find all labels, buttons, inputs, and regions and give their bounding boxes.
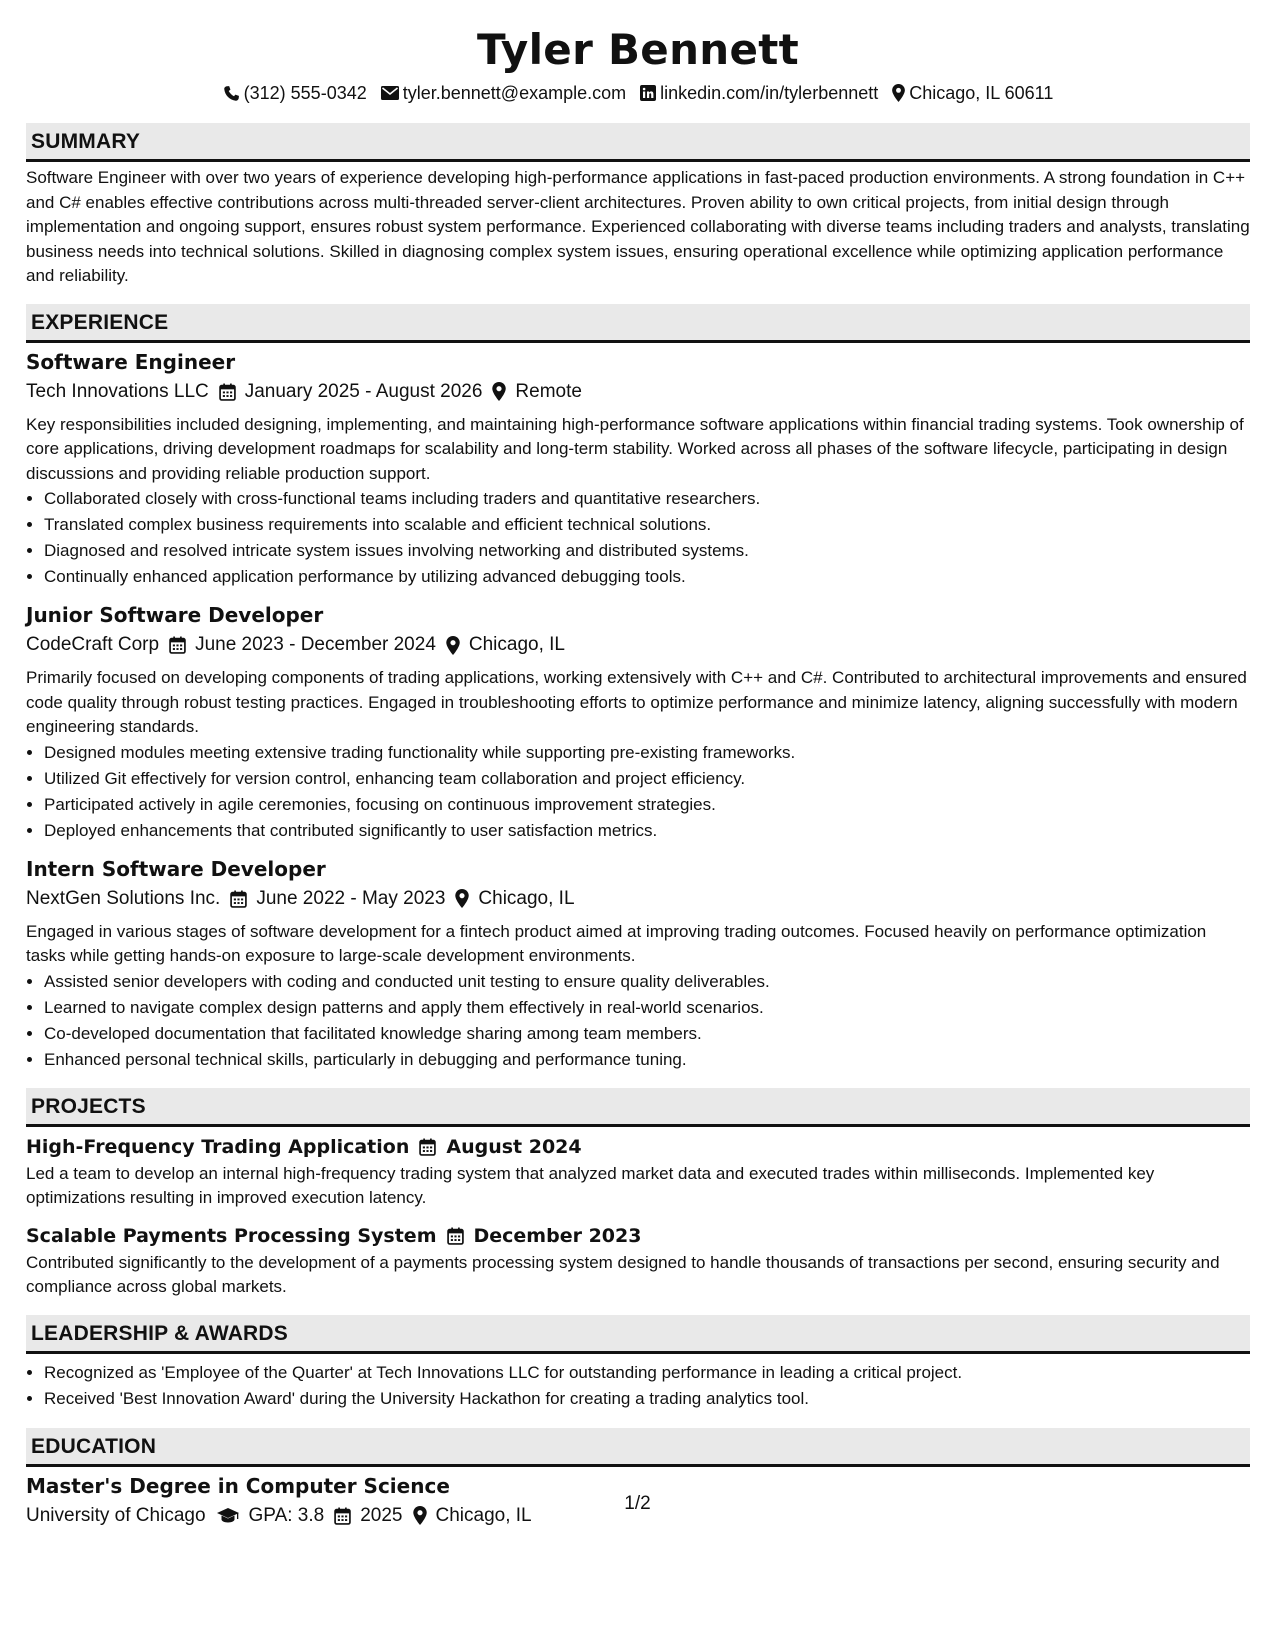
job-company: CodeCraft Corp [26, 634, 160, 655]
section-summary-heading: SUMMARY [26, 123, 1250, 162]
project-description: Led a team to develop an internal high-frequency trading system that analyzed market data and executed trades within milliseconds. Implemented key optimizations resulting in improved execution latency. [26, 1163, 1155, 1207]
list-item: • Designed modules meeting extensive trading functionality while supporting pre-existing frameworks. [44, 740, 1250, 766]
gpa: GPA: 3.8 [248, 1504, 325, 1526]
list-item: • Diagnosed and resolved intricate system issues involving networking and distributed systems. [44, 538, 1250, 564]
job-meta [26, 884, 1250, 914]
job-bullets [26, 969, 1250, 1073]
section-experience-heading: EXPERIENCE [26, 304, 1250, 343]
job-company: Tech Innovations LLC [26, 380, 209, 402]
resume-page [26, 0, 1250, 1531]
list-item: • Translated complex business requirements into scalable and efficient technical solutions. [44, 512, 1250, 538]
school-location: Chicago, IL [435, 1504, 532, 1526]
calendar-icon [447, 1227, 464, 1245]
job-location: Remote [515, 380, 582, 402]
page-number: 1/2 [624, 1493, 651, 1514]
project-header [26, 1221, 1250, 1251]
project-date: December 2023 [473, 1224, 642, 1247]
project-title: Scalable Payments Processing System [26, 1224, 437, 1247]
list-item: • Participated actively in agile ceremonies, focusing on continuous improvement strategies. [44, 792, 1250, 818]
list-item: • Assisted senior developers with coding and conducted unit testing to ensure quality deliverables. [44, 969, 1250, 995]
job-location: Chicago, IL [468, 634, 566, 655]
graduation-year: 2025 [360, 1504, 403, 1526]
job-company: NextGen Solutions Inc. [26, 887, 221, 909]
project-header [26, 1132, 1250, 1162]
leadership-list [26, 1360, 1250, 1412]
list-item: • Received 'Best Innovation Award' during the University Hackathon for creating a trading analytics tool. [44, 1386, 1250, 1412]
calendar-icon [169, 636, 186, 654]
job-bullets [26, 486, 1250, 590]
project-date: August 2024 [446, 1135, 582, 1158]
calendar-icon [230, 890, 247, 908]
job-location: Chicago, IL [478, 887, 575, 909]
map-pin-icon [455, 889, 469, 908]
project-entry [26, 1221, 1250, 1300]
contact-phone: (312) 555-0342 [223, 83, 367, 104]
map-pin-icon [892, 84, 905, 102]
phone-icon [223, 85, 240, 102]
job-title: Intern Software Developer [26, 856, 326, 881]
summary-text: Software Engineer with over two years of experience developing high-performance applications in fast-paced production environments. A strong foundation in C++ and C# enables effective contributions across multi-threaded server-client architectures. Proven ability to own critical projects, from initial design through implementation and ongoing support, ensures robust system performance. Experienced collaborating with diverse teams including traders and analysts, translating business needs into technical solutions. Skilled in diagnosing complex system issues, ensuring operational excellence while optimizing application performance and reliability. [26, 168, 1250, 285]
list-item: • Continually enhanced application performance by utilizing advanced debugging tools. [44, 564, 1250, 590]
job-bullets [26, 740, 1250, 844]
experience-entry [26, 854, 1250, 1073]
list-item: • Learned to navigate complex design patterns and apply them effectively in real-world scenarios. [44, 995, 1250, 1021]
list-item: • Co-developed documentation that facilitated knowledge sharing among team members. [44, 1021, 1250, 1047]
list-item: • Deployed enhancements that contributed significantly to user satisfaction metrics. [44, 818, 1250, 844]
degree-title: Master's Degree in Computer Science [26, 1473, 450, 1498]
job-description: Engaged in various stages of software development for a fintech product aimed at improving trading outcomes. Focused heavily on performance optimization tasks while getting hands-on exposure to large-scale development environments. [26, 921, 1207, 965]
job-title: Software Engineer [26, 349, 236, 374]
map-pin-icon [446, 636, 460, 655]
list-item: • Collaborated closely with cross-functional teams including traders and quantitative researchers. [44, 486, 1250, 512]
job-meta [26, 630, 1250, 660]
map-pin-icon [492, 382, 506, 401]
section-leadership-heading: LEADERSHIP & AWARDS [26, 1315, 1250, 1354]
experience-entry [26, 600, 1250, 844]
job-dates: January 2025 - August 2026 [244, 380, 483, 402]
project-description: Contributed significantly to the development of a payments processing system designed to handle thousands of transactions per second, ensuring security and compliance across global markets. [26, 1252, 1220, 1296]
job-dates: June 2022 - May 2023 [256, 887, 446, 909]
list-item: • Recognized as 'Employee of the Quarter' at Tech Innovations LLC for outstanding performance in leading a critical project. [44, 1360, 1250, 1386]
project-entry [26, 1132, 1250, 1211]
job-meta [26, 377, 1250, 407]
list-item: • Utilized Git effectively for version control, enhancing team collaboration and project efficiency. [44, 766, 1250, 792]
project-title: High-Frequency Trading Application [26, 1135, 410, 1158]
list-item: • Enhanced personal technical skills, particularly in debugging and performance tuning. [44, 1047, 1250, 1073]
candidate-name: Tyler Bennett [476, 25, 800, 74]
job-title: Junior Software Developer [26, 603, 324, 627]
contact-linkedin[interactable]: linkedin.com/in/tylerbennett [640, 83, 878, 104]
linkedin-icon [640, 85, 656, 101]
section-education-heading: EDUCATION [26, 1428, 1250, 1467]
calendar-icon [419, 1138, 436, 1156]
job-description: Primarily focused on developing components of trading applications, working extensively with C++ and C#. Contributed to architectural improvements and ensured code quality through robust testing practices. Engaged in troubleshooting efforts to optimize performance and minimize latency, aligning successfully with modern engineering standards. [26, 668, 1247, 736]
school-name: University of Chicago [26, 1504, 206, 1526]
section-projects-heading: PROJECTS [26, 1088, 1250, 1127]
calendar-icon [219, 383, 236, 401]
experience-entry [26, 347, 1250, 591]
job-dates: June 2023 - December 2024 [195, 634, 436, 655]
job-description: Key responsibilities included designing, implementing, and maintaining high-performance software applications within financial trading systems. Took ownership of core applications, driving development roadmaps for scalability and long-term stability. Worked across all phases of the software lifecycle, participating in design discussions and providing reliable production support. [26, 414, 1244, 483]
contact-bar [26, 80, 1250, 106]
envelope-icon [381, 86, 399, 100]
contact-location: Chicago, IL 60611 [892, 83, 1053, 104]
contact-email[interactable]: tyler.bennett@example.com [381, 83, 626, 104]
